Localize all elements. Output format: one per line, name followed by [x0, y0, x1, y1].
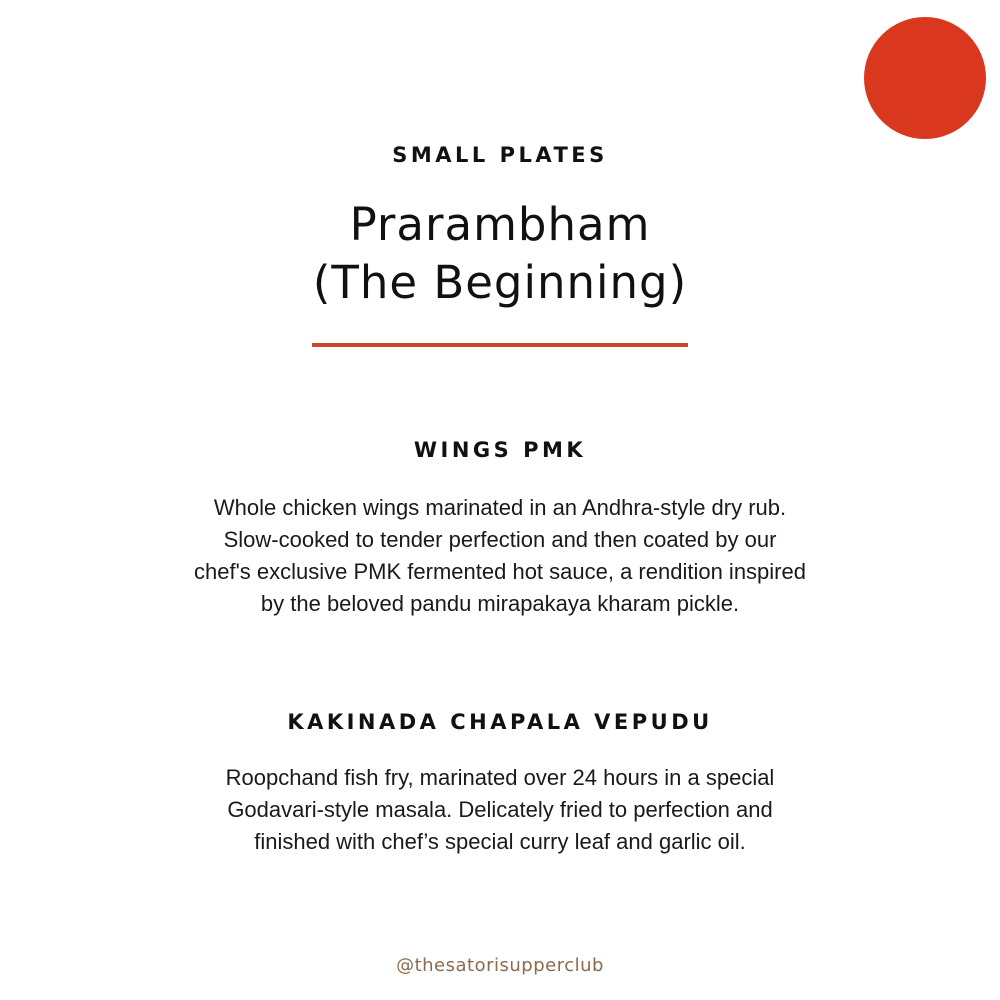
description-line: finished with chef’s special curry leaf and garlic oil. — [254, 829, 746, 854]
section-title-line: Prarambham — [349, 198, 651, 251]
section-title-subline: (The Beginning) — [312, 256, 688, 309]
description-line: Godavari-style masala. Delicately fried to perfection and — [227, 797, 773, 822]
description-line: Slow-cooked to tender perfection and then coated by our — [223, 527, 777, 552]
dish-name: WINGS PMK — [413, 438, 587, 462]
dish-name: KAKINADA CHAPALA VEPUDU — [287, 710, 713, 734]
title-divider — [312, 343, 688, 347]
decorative-circle — [864, 17, 986, 139]
description-line: Whole chicken wings marinated in an Andhra-style dry rub. — [213, 495, 787, 520]
dish-description — [0, 762, 1000, 858]
description-line: Roopchand fish fry, marinated over 24 hours in a special — [225, 765, 775, 790]
description-line: by the beloved pandu mirapakaya kharam pickle. — [260, 591, 740, 616]
dish-description — [0, 492, 1000, 620]
menu-item — [0, 707, 1000, 858]
description-line: chef's exclusive PMK fermented hot sauce, a rendition inspired — [194, 559, 806, 584]
section-title — [0, 196, 1000, 312]
social-handle[interactable]: @thesatorisupperclub — [396, 955, 604, 976]
menu-category: SMALL PLATES — [392, 143, 608, 167]
menu-item — [0, 435, 1000, 620]
